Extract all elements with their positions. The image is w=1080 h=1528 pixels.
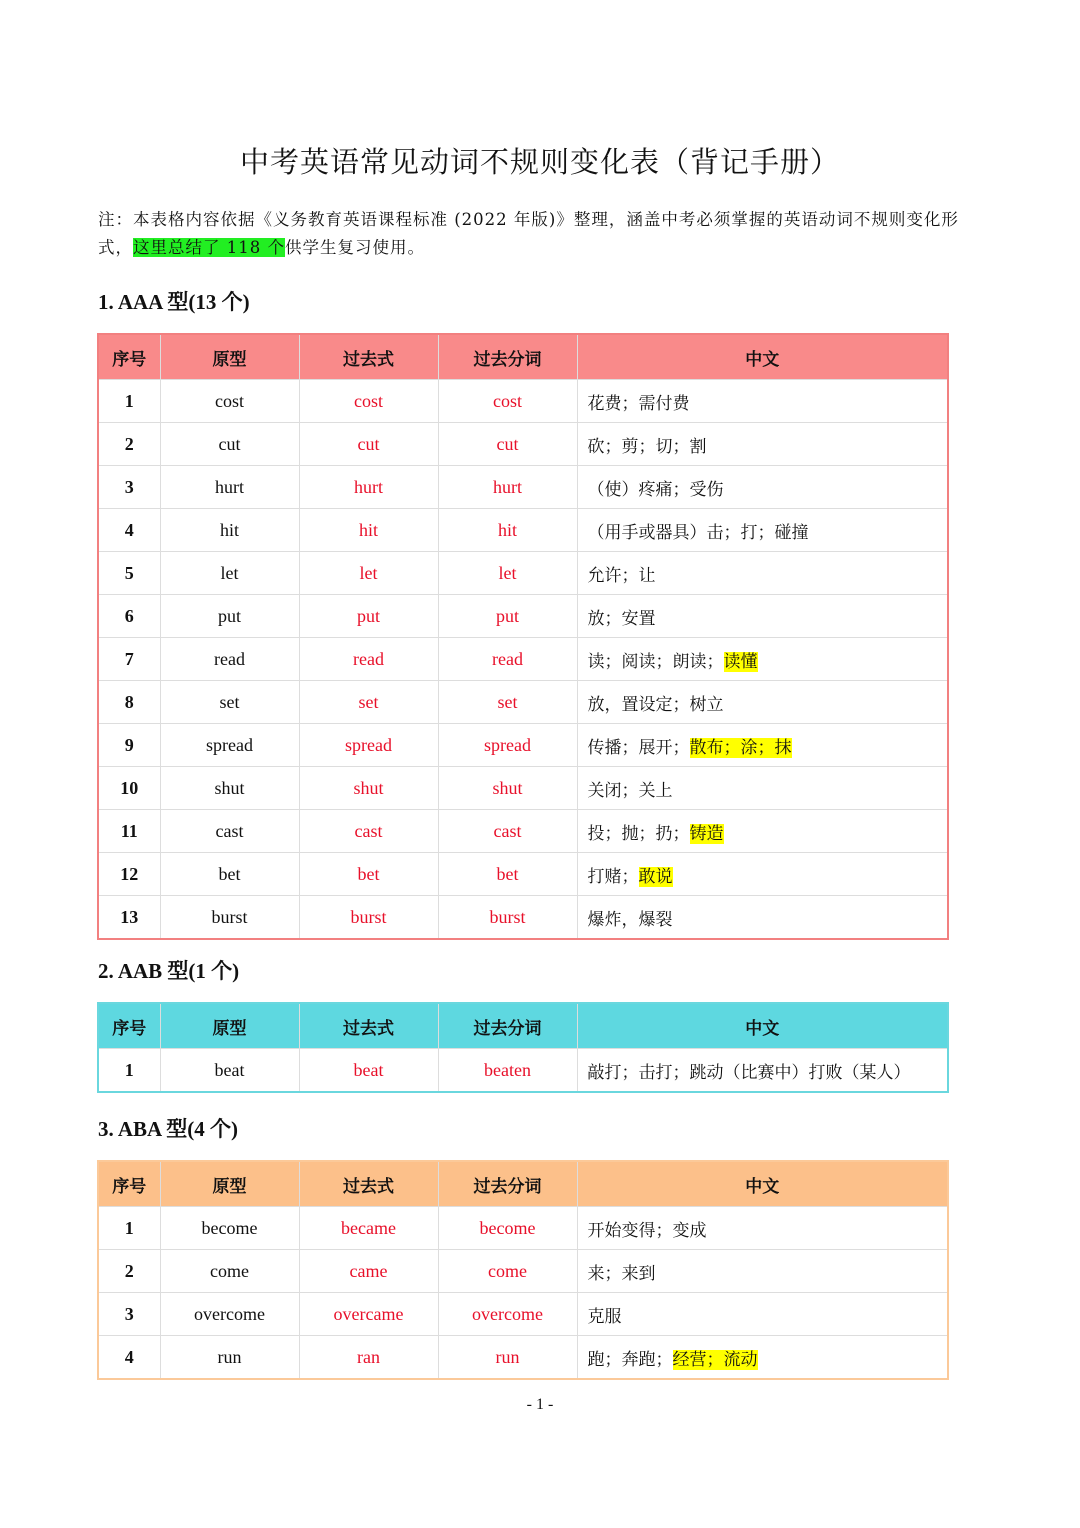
table-header-row [98,334,948,380]
cell-base: cut [160,423,299,466]
header-past-participle: 过去分词 [438,334,577,380]
cell-past: read [299,638,438,681]
cell-chinese [577,423,948,466]
header-past-participle: 过去分词 [438,1161,577,1207]
cell-base: set [160,681,299,724]
table-row [98,466,948,509]
cell-base: burst [160,896,299,940]
cell-base: shut [160,767,299,810]
cell-num: 8 [98,681,160,724]
cell-past: let [299,552,438,595]
table-row [98,1049,948,1093]
chinese-meaning: 砍；剪；切；割 [587,436,707,457]
chinese-meaning: 打赌； [587,866,639,887]
table-row [98,1336,948,1380]
cell-pp: set [438,681,577,724]
cell-num: 9 [98,724,160,767]
cell-chinese [577,1336,948,1380]
cell-num: 7 [98,638,160,681]
cell-base: hit [160,509,299,552]
cell-past: set [299,681,438,724]
cell-chinese [577,767,948,810]
chinese-meaning: 爆炸，爆裂 [587,909,673,930]
header-number: 序号 [98,1161,160,1207]
table-row [98,595,948,638]
cell-pp: cost [438,380,577,423]
chinese-meaning: 允许；让 [587,565,656,586]
chinese-meaning: 敲打；击打；跳动（比赛中）打败（某人） [587,1062,911,1083]
cell-base: cast [160,810,299,853]
chinese-meaning-highlight: 敢说 [638,866,673,887]
cell-pp: hurt [438,466,577,509]
aba-table [97,1160,949,1380]
cell-num: 4 [98,1336,160,1380]
cell-base: spread [160,724,299,767]
cell-base: bet [160,853,299,896]
cell-num: 4 [98,509,160,552]
table-row [98,509,948,552]
table-header-row [98,1161,948,1207]
chinese-meaning: 关闭；关上 [587,780,673,801]
cell-pp: bet [438,853,577,896]
header-past: 过去式 [299,334,438,380]
cell-pp: let [438,552,577,595]
cell-base: hurt [160,466,299,509]
aab-table [97,1002,949,1093]
cell-pp: overcome [438,1293,577,1336]
cell-pp: spread [438,724,577,767]
cell-past: spread [299,724,438,767]
note-text: 注：本表格内容依据《义务教育英语课程标准 (2022 年版)》整理，涵盖中考必须掌握的英语动词不规则变化形式， [98,210,959,257]
header-number: 序号 [98,334,160,380]
header-number: 序号 [98,1003,160,1049]
cell-chinese [577,896,948,940]
cell-pp: run [438,1336,577,1380]
chinese-meaning: （用手或器具）击；打；碰撞 [587,522,809,543]
cell-base: beat [160,1049,299,1093]
chinese-meaning-highlight: 铸造 [689,823,724,844]
cell-num: 3 [98,466,160,509]
table-row [98,1293,948,1336]
cell-base: come [160,1250,299,1293]
cell-num: 3 [98,1293,160,1336]
cell-base: put [160,595,299,638]
note-highlight: 这里总结了 118 个 [133,238,285,257]
cell-past: bet [299,853,438,896]
cell-chinese [577,509,948,552]
header-past: 过去式 [299,1003,438,1049]
cell-chinese [577,380,948,423]
section-heading-aba: 3. ABA 型(4 个) [98,1117,239,1141]
cell-num: 11 [98,810,160,853]
cell-past: cut [299,423,438,466]
cell-pp: put [438,595,577,638]
section-heading-aab: 2. AAB 型(1 个) [98,959,240,983]
table-row [98,681,948,724]
page-title: 中考英语常见动词不规则变化表（背记手册） [239,145,840,179]
header-chinese: 中文 [577,1003,948,1049]
cell-pp: become [438,1207,577,1250]
cell-past: hurt [299,466,438,509]
cell-base: let [160,552,299,595]
cell-pp: shut [438,767,577,810]
aaa-table [97,333,949,940]
cell-pp: hit [438,509,577,552]
table-row [98,1250,948,1293]
cell-pp: burst [438,896,577,940]
cell-past: beat [299,1049,438,1093]
chinese-meaning: 传播；展开； [587,737,690,758]
cell-chinese [577,552,948,595]
chinese-meaning: 开始变得；变成 [587,1220,707,1241]
cell-chinese [577,595,948,638]
cell-num: 10 [98,767,160,810]
page-number: - 1 - [526,1396,554,1413]
cell-base: become [160,1207,299,1250]
table-row [98,380,948,423]
cell-chinese [577,1049,948,1093]
table-row [98,552,948,595]
cell-past: hit [299,509,438,552]
header-base: 原型 [160,334,299,380]
chinese-meaning: 跑；奔跑； [587,1349,673,1370]
cell-chinese [577,810,948,853]
cell-pp: cut [438,423,577,466]
cell-chinese [577,1207,948,1250]
cell-num: 5 [98,552,160,595]
cell-past: put [299,595,438,638]
section-heading-aaa: 1. AAA 型(13 个) [98,290,250,314]
cell-num: 1 [98,1049,160,1093]
chinese-meaning-highlight: 读懂 [723,651,758,672]
cell-pp: beaten [438,1049,577,1093]
header-base: 原型 [160,1003,299,1049]
table-row [98,810,948,853]
cell-past: cost [299,380,438,423]
cell-past: became [299,1207,438,1250]
chinese-meaning: 放，置设定；树立 [587,694,724,715]
chinese-meaning: （使）疼痛；受伤 [587,479,724,500]
table-row [98,724,948,767]
chinese-meaning: 投；抛；扔； [587,823,690,844]
cell-chinese [577,724,948,767]
cell-base: read [160,638,299,681]
cell-pp: come [438,1250,577,1293]
chinese-meaning: 花费；需付费 [587,393,690,414]
table-row [98,767,948,810]
intro-note [98,206,988,262]
table-row [98,1207,948,1250]
header-chinese: 中文 [577,334,948,380]
chinese-meaning: 来；来到 [587,1263,656,1284]
cell-base: run [160,1336,299,1380]
cell-num: 6 [98,595,160,638]
cell-base: overcome [160,1293,299,1336]
table-row [98,896,948,940]
table-row [98,853,948,896]
header-chinese: 中文 [577,1161,948,1207]
table-row [98,638,948,681]
cell-past: overcame [299,1293,438,1336]
header-base: 原型 [160,1161,299,1207]
cell-chinese [577,466,948,509]
cell-chinese [577,638,948,681]
header-past: 过去式 [299,1161,438,1207]
header-past-participle: 过去分词 [438,1003,577,1049]
chinese-meaning: 读；阅读；朗读； [587,651,724,672]
cell-chinese [577,681,948,724]
table-row [98,423,948,466]
cell-num: 13 [98,896,160,940]
cell-past: shut [299,767,438,810]
cell-num: 12 [98,853,160,896]
cell-past: burst [299,896,438,940]
cell-num: 1 [98,1207,160,1250]
chinese-meaning-highlight: 散布；涂；抹 [689,737,792,758]
cell-base: cost [160,380,299,423]
cell-chinese [577,1293,948,1336]
cell-num: 2 [98,423,160,466]
chinese-meaning: 克服 [587,1306,622,1327]
cell-pp: read [438,638,577,681]
cell-num: 1 [98,380,160,423]
cell-chinese [577,1250,948,1293]
chinese-meaning-highlight: 经营；流动 [672,1349,758,1370]
cell-num: 2 [98,1250,160,1293]
chinese-meaning: 放；安置 [587,608,656,629]
cell-past: came [299,1250,438,1293]
cell-pp: cast [438,810,577,853]
cell-past: cast [299,810,438,853]
table-header-row [98,1003,948,1049]
cell-past: ran [299,1336,438,1380]
note-text-end: 供学生复习使用。 [284,238,425,257]
cell-chinese [577,853,948,896]
